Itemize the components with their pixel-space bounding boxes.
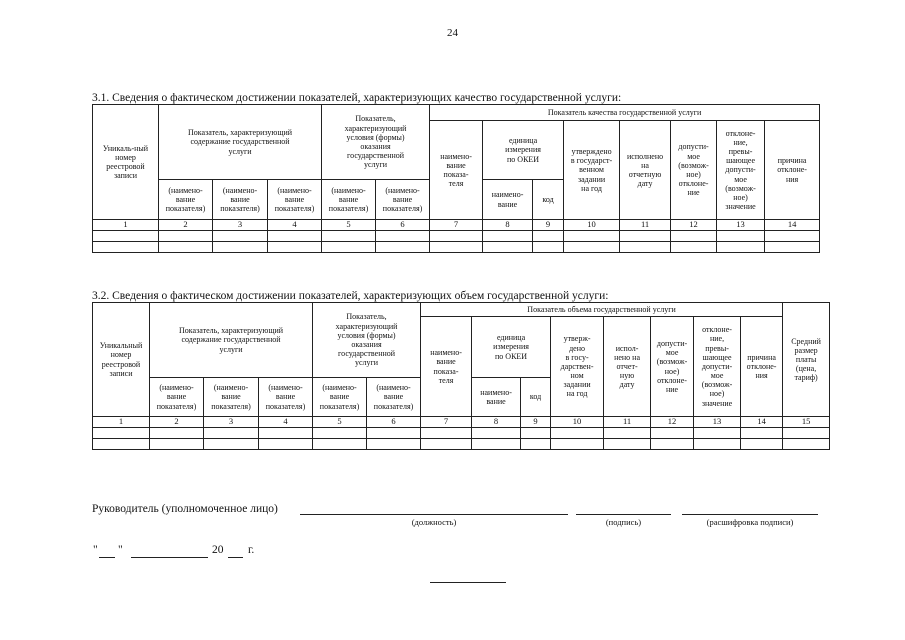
sub-indicator-name: (наимено- вание показателя) (159, 180, 213, 220)
signature-caption: (подпись) (605, 517, 642, 527)
column-number: 5 (322, 220, 376, 231)
column-number: 10 (564, 220, 620, 231)
table-row (93, 230, 820, 241)
column-number: 6 (367, 417, 421, 428)
header-approved: утверж- дено в госу- дарствен- ном задании на год (551, 317, 604, 417)
footnote-separator (430, 582, 506, 583)
header-done: исполнено на отчетную дату (620, 121, 671, 220)
column-number: 8 (483, 220, 533, 231)
column-number: 9 (521, 417, 551, 428)
sub-indicator-name: (наимено- вание показателя) (313, 378, 367, 417)
decode-line[interactable] (682, 514, 818, 515)
column-number: 13 (694, 417, 741, 428)
header-content-indicator: Показатель, характеризующий содержание государственной услуги (150, 303, 313, 378)
column-number: 12 (671, 220, 717, 231)
sub-indicator-name: (наимено- вание показателя) (150, 378, 204, 417)
column-number: 9 (533, 220, 564, 231)
column-number: 10 (551, 417, 604, 428)
header-exceeding-deviation: отклоне- ние, превы- шающее допусти- мое (возмож- ное) значение (694, 317, 741, 417)
column-number: 2 (159, 220, 213, 231)
column-number: 15 (783, 417, 830, 428)
head-label: Руководитель (уполномоченное лицо) (92, 503, 278, 515)
date-month-line[interactable] (131, 557, 208, 558)
column-number: 6 (376, 220, 430, 231)
volume-table (92, 302, 830, 450)
header-average-price: Средний размер платы (цена, тариф) (783, 303, 830, 417)
column-number: 3 (213, 220, 268, 231)
column-number: 3 (204, 417, 259, 428)
column-number: 12 (651, 417, 694, 428)
header-quality-group: Показатель качества государственной услуги (430, 105, 820, 121)
date-year-suffix: г. (248, 544, 255, 556)
header-approved: утверждено в государст- венном задании на год (564, 121, 620, 220)
section-2-title: 3.2. Сведения о фактическом достижении показателей, характеризующих объем государственной услуги: (92, 290, 609, 302)
header-allowed-deviation: допусти- мое (возмож- ное) отклоне- ние (651, 317, 694, 417)
sub-indicator-name: (наимено- вание показателя) (268, 180, 322, 220)
date-year-prefix: 20 (212, 544, 224, 556)
sub-indicator-name: (наимено- вание показателя) (367, 378, 421, 417)
sub-indicator-name: (наимено- вание показателя) (376, 180, 430, 220)
sub-indicator-name: (наимено- вание показателя) (204, 378, 259, 417)
header-content-indicator: Показатель, характеризующий содержание государственной услуги (159, 105, 322, 180)
date-quote-open: " (93, 544, 98, 556)
sub-indicator-name: (наимено- вание показателя) (213, 180, 268, 220)
header-exceeding-deviation: отклоне- ние, превы- шающее допусти- мое (возмож- ное) значение (717, 121, 765, 220)
header-conditions-indicator: Показатель, характеризующий условия (формы) оказания государственной услуги (313, 303, 421, 378)
header-unique-number: Уникальный номер реестровой записи (93, 303, 150, 417)
header-deviation-reason: причина отклоне- ния (741, 317, 783, 417)
header-deviation-reason: причина отклоне- ния (765, 121, 820, 220)
date-year-line[interactable] (228, 557, 243, 558)
column-number: 14 (741, 417, 783, 428)
column-number: 11 (604, 417, 651, 428)
header-unique-number: Уникаль-ный номер реестровой записи (93, 105, 159, 220)
section-1-title: 3.1. Сведения о фактическом достижении показателей, характеризующих качество государственной услуги: (92, 92, 622, 104)
page-number: 24 (447, 27, 458, 39)
decode-caption: (расшифровка подписи) (706, 517, 794, 527)
header-conditions-indicator: Показатель, характеризующий условия (формы) оказания государственной услуги (322, 105, 430, 180)
header-unit-name: наимено- вание (472, 378, 521, 417)
header-allowed-deviation: допусти- мое (возмож- ное) отклоне- ние (671, 121, 717, 220)
column-number: 2 (150, 417, 204, 428)
sub-indicator-name: (наимено- вание показателя) (322, 180, 376, 220)
column-number: 1 (93, 417, 150, 428)
header-volume-group: Показатель объема государственной услуги (421, 303, 783, 317)
column-number: 14 (765, 220, 820, 231)
quality-table (92, 104, 820, 253)
table-row (93, 241, 820, 252)
header-indicator-name: наимено- вание показа- теля (430, 121, 483, 220)
header-unit-code: код (533, 180, 564, 220)
header-unit-name: наимено- вание (483, 180, 533, 220)
position-line[interactable] (300, 514, 568, 515)
header-unit-okei: единица измерения по ОКЕИ (483, 121, 564, 180)
date-quote-close: " (118, 544, 123, 556)
column-number: 4 (268, 220, 322, 231)
column-number: 5 (313, 417, 367, 428)
column-number: 4 (259, 417, 313, 428)
signature-line[interactable] (576, 514, 671, 515)
header-done: испол- нено на отчет- ную дату (604, 317, 651, 417)
table-row (93, 438, 830, 449)
date-day-line[interactable] (99, 557, 115, 558)
position-caption: (должность) (411, 517, 457, 527)
column-number: 8 (472, 417, 521, 428)
header-indicator-name: наимено- вание показа- теля (421, 317, 472, 417)
header-unit-okei: единица измерения по ОКЕИ (472, 317, 551, 378)
column-number: 11 (620, 220, 671, 231)
header-unit-code: код (521, 378, 551, 417)
sub-indicator-name: (наимено- вание показателя) (259, 378, 313, 417)
column-number: 7 (421, 417, 472, 428)
table-row (93, 427, 830, 438)
column-number: 7 (430, 220, 483, 231)
column-number: 1 (93, 220, 159, 231)
column-number: 13 (717, 220, 765, 231)
